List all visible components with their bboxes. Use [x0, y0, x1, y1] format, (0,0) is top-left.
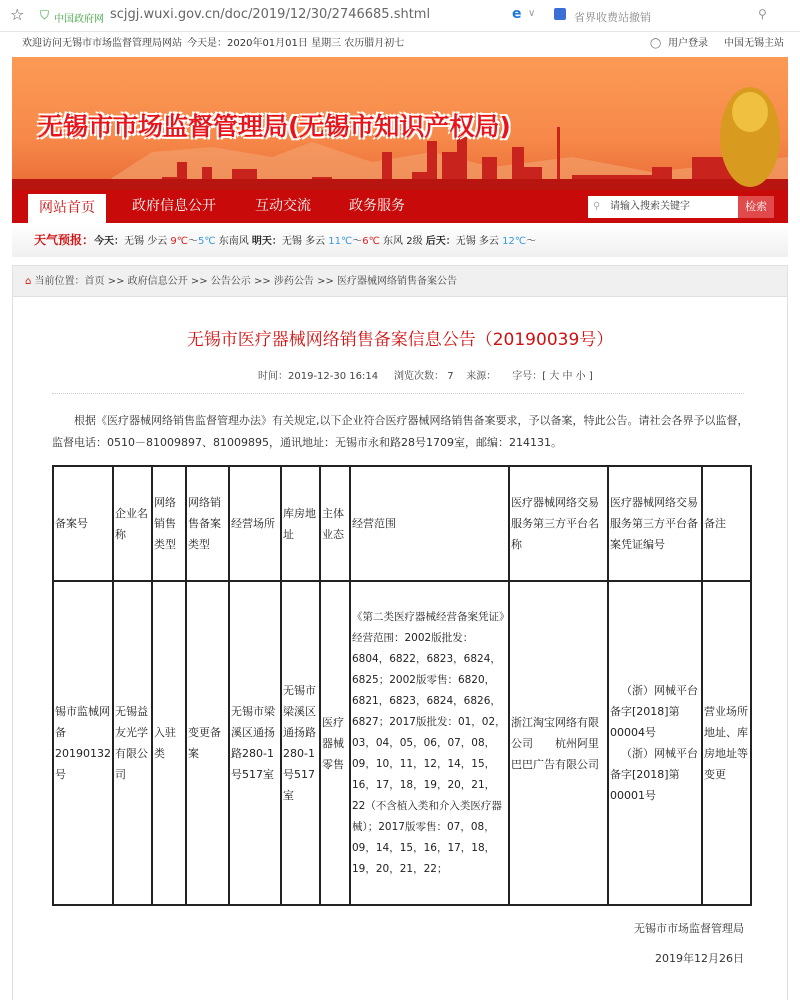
header-cell: 库房地址: [281, 466, 320, 581]
url-input[interactable]: scjgj.wuxi.gov.cn/doc/2019/12/30/2746685.shtml: [110, 7, 431, 22]
sep: ～: [526, 236, 537, 247]
breadcrumb-item[interactable]: 公告公示: [210, 276, 251, 287]
business-cell: 医疗器械零售: [320, 581, 350, 905]
breadcrumb-item[interactable]: 涉药公告: [273, 276, 314, 287]
header-cell: 网络销售备案类型: [186, 466, 229, 581]
tomorrow-low: 6℃: [362, 236, 380, 247]
meta-views: 浏览次数： 7: [394, 371, 454, 382]
url-badge: 中国政府网: [54, 14, 104, 25]
user-icon: ◯: [650, 38, 662, 49]
header-cell: 企业名称: [113, 466, 152, 581]
browser-address-bar: [0, 0, 800, 32]
main-site-link[interactable]: 中国无锡主站: [724, 38, 784, 49]
breadcrumb-item[interactable]: 医疗器械网络销售备案公告: [337, 276, 458, 287]
home-icon: ⌂: [25, 276, 32, 287]
breadcrumb-sep: >>: [187, 276, 211, 287]
platform-cell: 浙江淘宝网络有限公司 杭州阿里巴巴广告有限公司: [509, 581, 608, 905]
breadcrumb-item[interactable]: 政府信息公开: [127, 276, 188, 287]
date-text: 今天是：2020年01月01日 星期三 农历腊月初七: [187, 38, 405, 49]
article-title: 无锡市医疗器械网络销售备案信息公告（20190039号）: [186, 330, 614, 350]
shield-icon: ⛉: [40, 8, 50, 22]
today-wind: 东南风: [215, 236, 252, 247]
site-title: 无锡市市场监督管理局(无锡市知识产权局): [38, 112, 511, 141]
today-label: 今天：: [94, 236, 125, 247]
article-meta: [258, 367, 593, 382]
paw-icon: [554, 8, 566, 20]
weather-label: 天气预报：: [34, 233, 95, 247]
sales-type-cell: 入驻类: [152, 581, 186, 905]
breadcrumb-sep: >>: [250, 276, 274, 287]
after-label: 后天：: [425, 236, 456, 247]
meta-source: 来源：: [466, 371, 497, 382]
weather-bar: [12, 223, 788, 257]
platform-no: （浙）网械平台备字[2018]第00001号: [610, 747, 698, 802]
tomorrow-high: 11℃: [328, 236, 353, 247]
site-banner: [12, 57, 788, 191]
breadcrumb-item[interactable]: 首页: [84, 276, 105, 287]
filing-type-cell: 变更备案: [186, 581, 229, 905]
record-no-cell: 锡市监械网备20190132号: [53, 581, 113, 905]
header-cell: 备注: [702, 466, 751, 581]
search-button[interactable]: 检索: [738, 196, 774, 218]
remark-cell: 营业场所地址、库房地址等变更: [702, 581, 751, 905]
breadcrumb-sep: >>: [313, 276, 338, 287]
browser-search-input[interactable]: 省界收费站撤销: [574, 11, 651, 24]
header-cell: 网络销售类型: [152, 466, 186, 581]
welcome-text: 欢迎访问无锡市市场监督管理局网站: [22, 38, 182, 49]
site-search-input[interactable]: [588, 196, 738, 218]
filing-table: [52, 465, 752, 906]
breadcrumb-label: 当前位置：: [34, 276, 85, 287]
today-high: 9℃: [170, 236, 188, 247]
sep: ～: [352, 236, 363, 247]
sep: ～: [187, 236, 198, 247]
font-size-switch[interactable]: 字号：[ 大 中 小 ]: [512, 371, 593, 382]
today-low: 5℃: [197, 236, 216, 247]
nav-gov-info[interactable]: 政府信息公开: [132, 198, 216, 214]
search-icon: ⚲: [593, 201, 601, 212]
sign-date: 2019年12月26日: [655, 952, 744, 965]
meta-time: 时间：2019-12-30 16:14: [258, 371, 379, 382]
tomorrow-label: 明天：: [251, 236, 282, 247]
search-placeholder: 请输入搜索关键字: [610, 201, 690, 212]
breadcrumb: [12, 265, 788, 297]
ie-icon[interactable]: e: [512, 6, 522, 22]
platform-no: （浙）网械平台备字[2018]第00004号: [610, 684, 698, 739]
header-cell: 医疗器械网络交易服务第三方平台名称: [509, 466, 608, 581]
today-weather: 无锡 少云: [124, 236, 171, 247]
warehouse-cell: 无锡市梁溪区通扬路280-1号517室: [281, 581, 320, 905]
tomorrow-weather: 无锡 多云: [281, 236, 329, 247]
platform-no-cell: [608, 581, 702, 905]
main-nav: [12, 190, 788, 223]
article-intro: 根据《医疗器械网络销售监督管理办法》有关规定,以下企业符合医疗器械网络销售备案要求，予以备案，特此公告。请社会各界予以监督，监督电话：0510－81009897、81009895，通讯地址：无锡市永和路28号1709室，邮编：214131。: [52, 414, 749, 449]
header-cell: 经营场所: [229, 466, 281, 581]
header-cell: 备案号: [53, 466, 113, 581]
nav-services[interactable]: 政务服务: [349, 198, 405, 214]
chevron-down-icon[interactable]: ∨: [528, 8, 536, 19]
login-link[interactable]: 用户登录: [668, 38, 708, 49]
search-icon[interactable]: ⚲: [758, 7, 767, 21]
premises-cell: 无锡市梁溪区通扬路280-1号517室: [229, 581, 281, 905]
table-header-row: [53, 466, 751, 581]
tomorrow-wind: 东风 2级: [379, 236, 426, 247]
table-row: [53, 581, 751, 905]
nav-home[interactable]: 网站首页: [28, 194, 106, 223]
nav-interaction[interactable]: 互动交流: [255, 198, 311, 214]
after-weather: 无锡 多云: [455, 236, 503, 247]
scope-cell: 《第二类医疗器械经营备案凭证》经营范围：2002版批发：6804，6822，6823，6824，6825；2002版零售：6820，6821，6823，6824，6826，6827；2017版批发：01，02，03，04，05，06，07，08，09，10，11，12，14，15，16，17，18，19，20，21，22（不含植入类和介入类医疗器械）；2017版零售：07，08，09，14，15，16，17，18，19，20，21，22；: [350, 581, 509, 905]
divider: [52, 393, 744, 394]
signature: 无锡市市场监督管理局: [634, 922, 744, 935]
favorite-star-icon[interactable]: ☆: [10, 5, 25, 24]
company-cell: 无锡益友光学有限公司: [113, 581, 152, 905]
header-cell: 经营范围: [350, 466, 509, 581]
breadcrumb-sep: >>: [104, 276, 128, 287]
after-high: 12℃: [502, 236, 527, 247]
header-cell: 医疗器械网络交易服务第三方平台备案凭证编号: [608, 466, 702, 581]
top-info-bar: [12, 32, 788, 56]
header-cell: 主体业态: [320, 466, 350, 581]
